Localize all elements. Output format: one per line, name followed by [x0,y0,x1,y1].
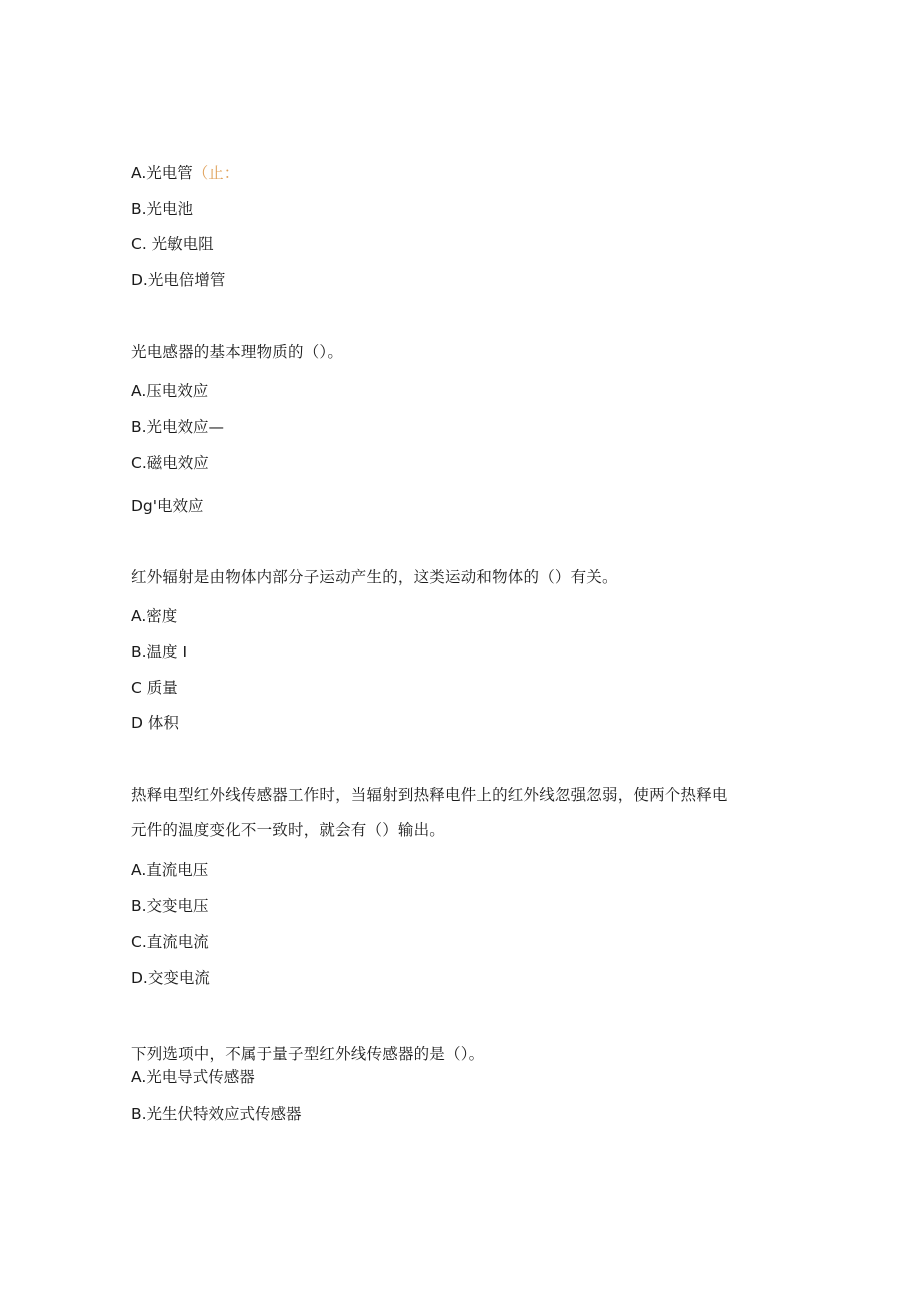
q2-question: 光电感器的基本理物质的（）。 [131,343,344,361]
q1-option-d: D.光电倍增管 [131,271,226,289]
q4-question-line2: 元件的温度变化不一致时，就会有（）输出。 [131,821,446,839]
q4-option-b: B.交变电压 [131,897,209,915]
q5-question: 下列选项中，不属于量子型红外线传感器的是（）。 [131,1045,485,1063]
q1-option-a-annotation: （止： [192,164,240,182]
q3-question: 红外辐射是由物体内部分子运动产生的，这类运动和物体的（）有关。 [131,568,618,586]
q2-option-a: A.压电效应 [131,382,209,400]
q5-option-b: B.光生伏特效应式传感器 [131,1105,302,1123]
q4-option-c: C.直流电流 [131,933,209,951]
q3-option-b: B.温度 I [131,643,188,661]
q1-option-a [131,163,239,183]
q3-option-d: D 体积 [131,714,179,732]
q3-option-a: A.密度 [131,607,178,625]
q1-option-c: C. 光敏电阻 [131,235,214,253]
q2-option-c: C.磁电效应 [131,454,209,472]
q2-option-d: Dg'电效应 [131,497,204,515]
q3-option-c: C 质量 [131,679,178,697]
q4-option-d: D.交变电流 [131,969,210,987]
q1-option-b: B.光电池 [131,200,194,218]
q2-option-b: B.光电效应— [131,418,225,436]
q5-option-a: A.光电导式传感器 [131,1068,255,1086]
q4-option-a: A.直流电压 [131,861,209,879]
q1-option-a-text: A.光电管 [131,164,193,182]
q4-question-line1: 热释电型红外线传感器工作时，当辐射到热释电件上的红外线忽强忽弱，使两个热释电 [131,786,728,804]
